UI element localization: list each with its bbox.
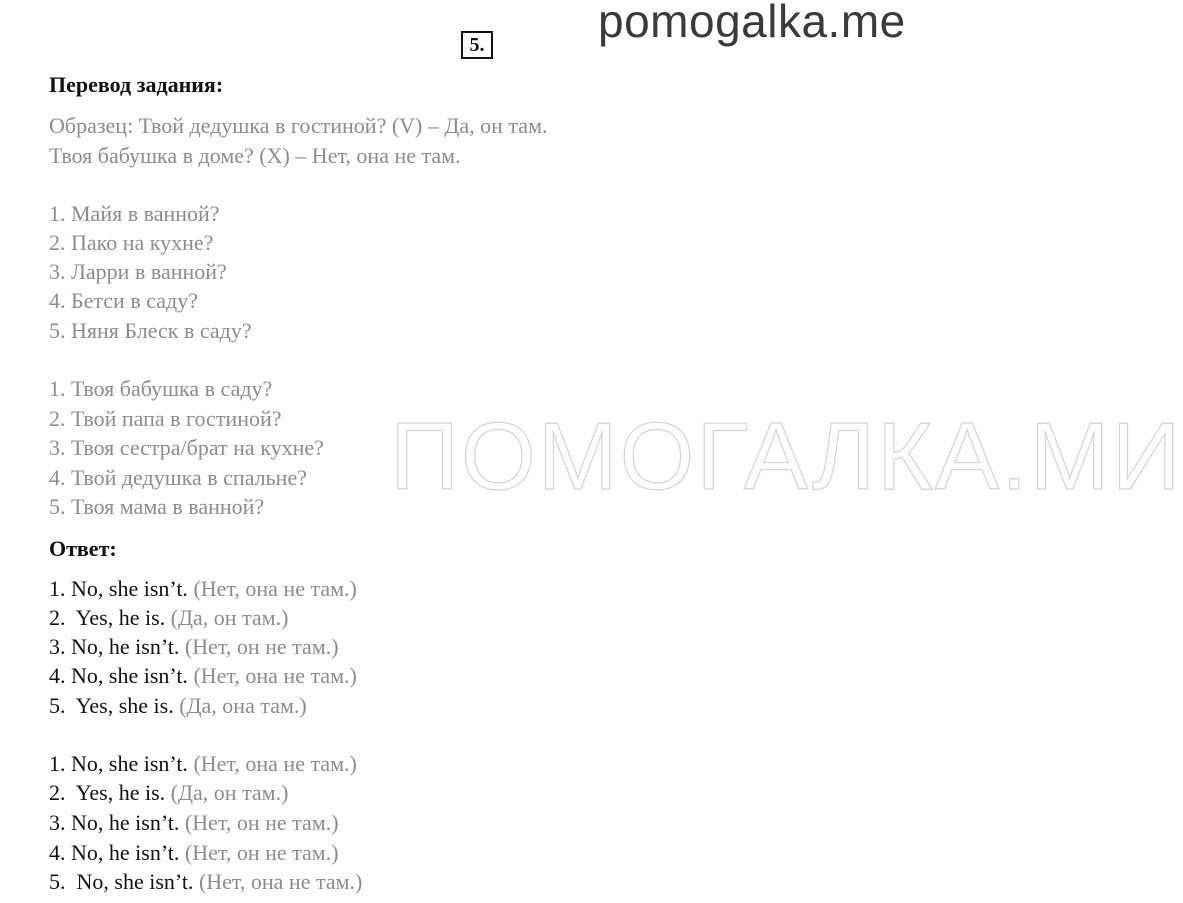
answer-en: No, she isn’t. bbox=[71, 751, 188, 776]
question-item: 2. Твой папа в гостиной? bbox=[49, 406, 282, 431]
answer-ru: (Да, она там.) bbox=[179, 693, 307, 718]
answer-num: 5. bbox=[49, 869, 66, 894]
answer-num: 3. bbox=[49, 634, 66, 659]
question-item: 3. Твоя сестра/брат на кухне? bbox=[49, 435, 324, 460]
answer-item bbox=[49, 693, 307, 719]
answer-en: Yes, she is. bbox=[75, 693, 174, 718]
answer-ru: (Да, он там.) bbox=[170, 780, 289, 805]
translation-heading: Перевод задания: bbox=[49, 72, 224, 97]
answer-ru: (Нет, он не там.) bbox=[184, 634, 339, 659]
watermark: ПОМОГАЛКА.МИ bbox=[390, 403, 1183, 510]
answer-item bbox=[49, 780, 288, 806]
answer-en: No, he isn’t. bbox=[71, 810, 180, 835]
answer-item bbox=[49, 605, 288, 631]
answer-ru: (Нет, она не там.) bbox=[193, 751, 357, 776]
question-item: 1. Майя в ванной? bbox=[49, 201, 220, 226]
question-item: 4. Бетси в саду? bbox=[49, 288, 198, 313]
answer-en: No, he isn’t. bbox=[71, 634, 180, 659]
answer-item bbox=[49, 810, 339, 836]
answer-ru: (Нет, она не там.) bbox=[193, 576, 357, 601]
answer-en: No, he isn’t. bbox=[71, 840, 180, 865]
site-logo: pomogalka.me bbox=[598, 0, 906, 47]
answer-ru: (Да, он там.) bbox=[170, 605, 289, 630]
example-line: Твоя бабушка в доме? (X) – Нет, она не там. bbox=[49, 143, 461, 168]
answer-num: 1. bbox=[49, 751, 66, 776]
question-item: 1. Твоя бабушка в саду? bbox=[49, 376, 273, 401]
answer-num: 3. bbox=[49, 810, 66, 835]
answer-heading: Ответ: bbox=[49, 536, 117, 561]
answer-item bbox=[49, 840, 339, 866]
answer-num: 2. bbox=[49, 780, 66, 805]
answer-item bbox=[49, 751, 357, 777]
answer-num: 5. bbox=[49, 693, 66, 718]
question-item: 3. Ларри в ванной? bbox=[49, 259, 227, 284]
answer-item bbox=[49, 869, 362, 895]
example-line: Образец: Твой дедушка в гостиной? (V) – Да, он там. bbox=[49, 113, 548, 138]
question-item: 2. Пако на кухне? bbox=[49, 230, 214, 255]
answer-num: 4. bbox=[49, 840, 66, 865]
question-item: 5. Твоя мама в ванной? bbox=[49, 494, 265, 519]
answer-item bbox=[49, 576, 357, 602]
answer-en: Yes, he is. bbox=[75, 605, 166, 630]
question-item: 5. Няня Блеск в саду? bbox=[49, 318, 252, 343]
task-number: 5. bbox=[461, 31, 493, 59]
answer-en: No, she isn’t. bbox=[71, 663, 188, 688]
answer-num: 4. bbox=[49, 663, 66, 688]
answer-num: 2. bbox=[49, 605, 66, 630]
answer-ru: (Нет, он не там.) bbox=[184, 840, 339, 865]
answer-item bbox=[49, 634, 339, 660]
answer-en: No, she isn’t. bbox=[76, 869, 194, 894]
answer-num: 1. bbox=[49, 576, 66, 601]
question-item: 4. Твой дедушка в спальне? bbox=[49, 465, 307, 490]
answer-item bbox=[49, 663, 357, 689]
answer-ru: (Нет, она не там.) bbox=[198, 869, 363, 894]
answer-en: No, she isn’t. bbox=[71, 576, 188, 601]
answer-ru: (Нет, он не там.) bbox=[184, 810, 339, 835]
answer-ru: (Нет, она не там.) bbox=[193, 663, 357, 688]
answer-en: Yes, he is. bbox=[75, 780, 166, 805]
